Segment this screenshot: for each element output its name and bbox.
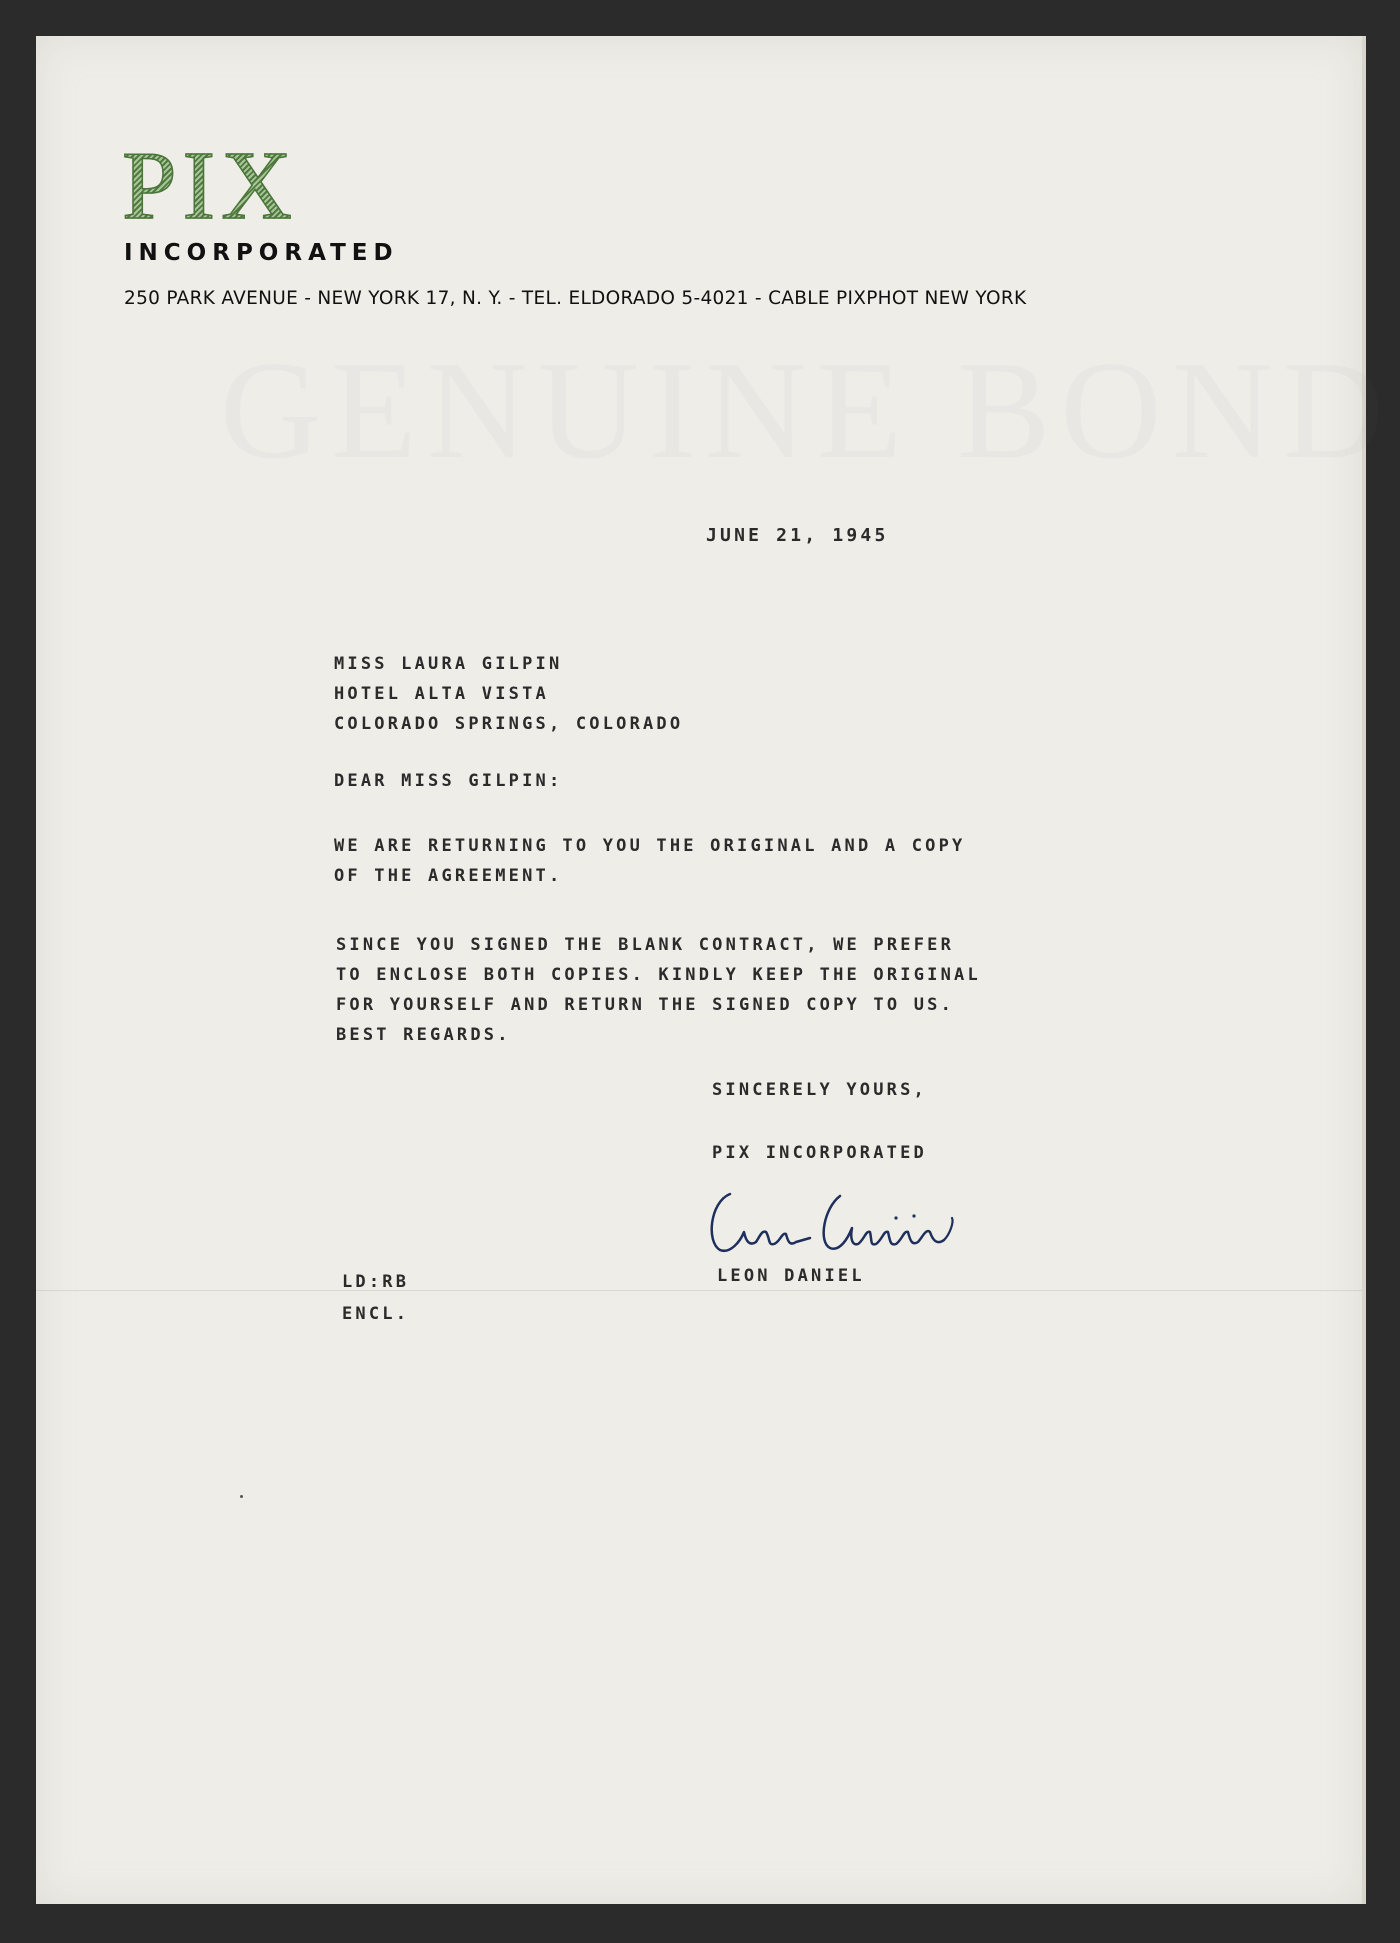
paragraph-1-line: OF THE AGREEMENT. <box>334 866 563 886</box>
paper-speck <box>240 1495 243 1498</box>
company-logo: PIX <box>122 132 298 240</box>
recipient-name: MISS LAURA GILPIN <box>334 654 563 674</box>
salutation: DEAR MISS GILPIN: <box>334 771 563 791</box>
paragraph-1-line: WE ARE RETURNING TO YOU THE ORIGINAL AND A COPY <box>334 836 966 856</box>
company-name: INCORPORATED <box>124 240 399 266</box>
handwritten-signature-icon <box>700 1172 1000 1262</box>
paper-edge <box>1362 36 1366 1904</box>
paragraph-2-line: SINCE YOU SIGNED THE BLANK CONTRACT, WE PREFER <box>336 935 955 955</box>
paragraph-2 <box>336 930 981 1050</box>
paragraph-2-line: TO ENCLOSE BOTH COPIES. KINDLY KEEP THE ORIGINAL <box>336 965 981 985</box>
fold-line <box>36 1290 1362 1291</box>
recipient-hotel: HOTEL ALTA VISTA <box>334 684 549 704</box>
company-address: 250 PARK AVENUE - NEW YORK 17, N. Y. - TEL. ELDORADO 5-4021 - CABLE PIXPHOT NEW YORK <box>124 288 1027 309</box>
recipient-address <box>334 649 683 739</box>
closing: SINCERELY YOURS, <box>712 1080 927 1100</box>
enclosure-note: ENCL. <box>342 1304 410 1324</box>
paper-watermark <box>220 330 1394 491</box>
paragraph-2-line: FOR YOURSELF AND RETURN THE SIGNED COPY TO US. <box>336 995 955 1015</box>
paragraph-2-line: BEST REGARDS. <box>336 1025 511 1045</box>
recipient-city: COLORADO SPRINGS, COLORADO <box>334 714 684 734</box>
paragraph-1 <box>334 831 965 891</box>
signer-name: LEON DANIEL <box>717 1266 865 1286</box>
reference-initials: LD:RB <box>342 1272 410 1292</box>
letter-date: JUNE 21, 1945 <box>706 525 889 546</box>
signature-company: PIX INCORPORATED <box>712 1143 927 1163</box>
